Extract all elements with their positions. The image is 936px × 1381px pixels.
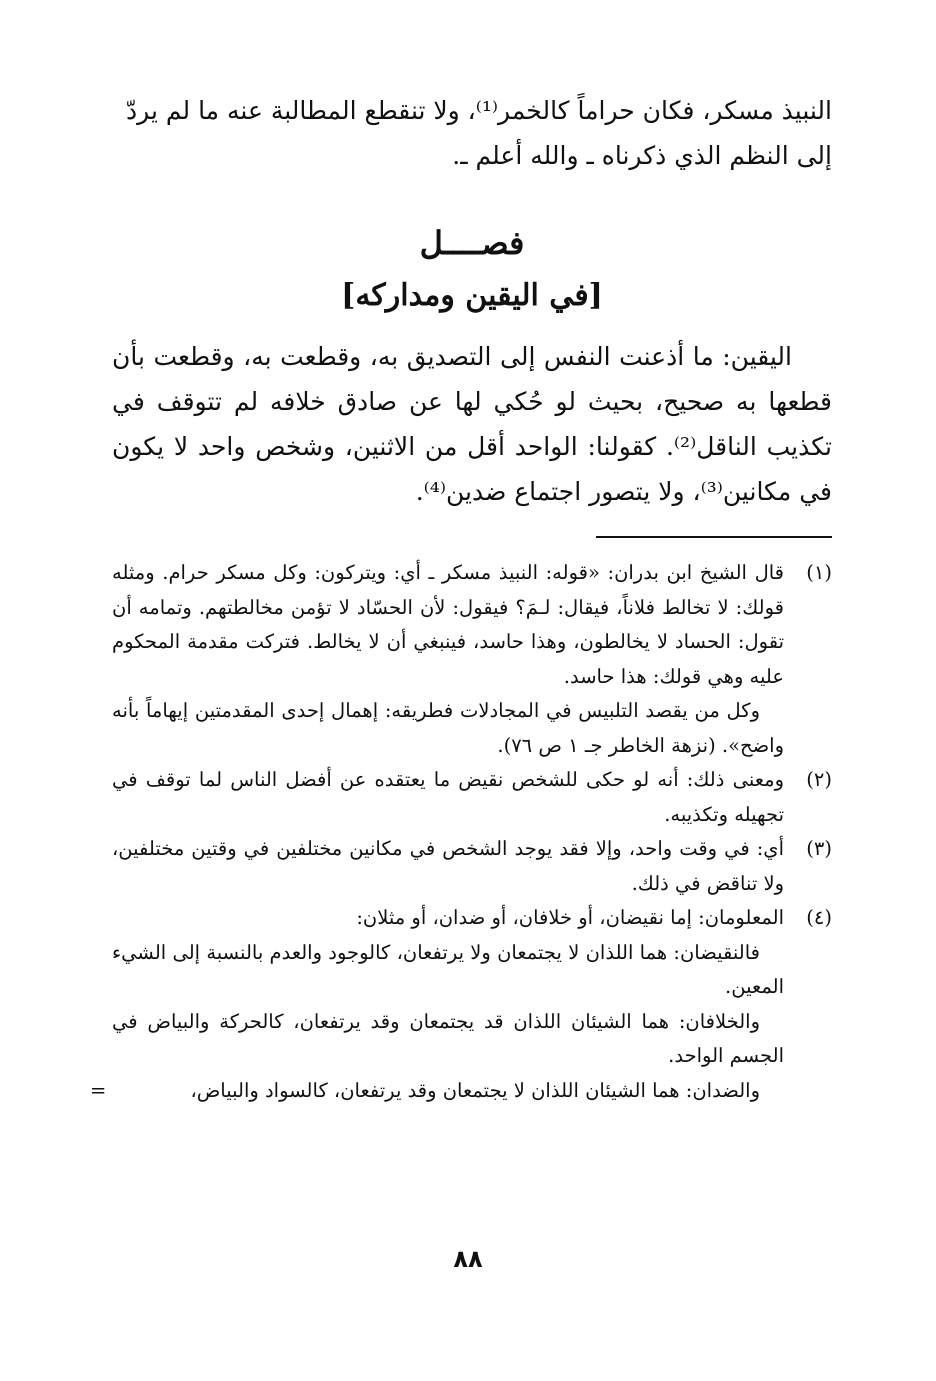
footnote-text: والخلافان: هما الشيئان اللذان قد يجتمعان وقد يرتفعان، كالحركة والبياض في الجسم الواحد. [112, 1009, 784, 1067]
footnote-3 [112, 832, 832, 901]
intro-line: إلى النظم الذي ذكرناه ـ والله أعلم ـ. [452, 141, 832, 170]
intro-line: النبيذ مسكر، فكان حراماً كالخمر⁽¹⁾، ولا تنقطع المطالبة عنه ما لم يردّ [126, 96, 832, 125]
footnote-number: (٤) [806, 906, 832, 929]
footnote-4 [90, 901, 832, 1108]
footnote-text: أي: في وقت واحد، وإلا فقد يوجد الشخص في مكانين مختلفين في وقتين مختلفين، ولا تناقض في ذلك. [112, 837, 784, 895]
main-paragraph: اليقين: ما أذعنت النفس إلى التصديق به، وقطعت به، وقطعت بأن قطعها به صحيح، بحيث لو حُكي لها عن صادق خلافه لم تتوقف في تكذيب الناقل⁽²⁾. كقولنا: الواحد أقل من الاثنين، وشخص واحد لا يكون في مكانين⁽³⁾، ولا يتصور اجتماع ضدين⁽⁴⁾. [112, 342, 832, 506]
footnote-text: وكل من يقصد التلبيس في المجادلات فطريقه: إهمال إحدى المقدمتين إيهاماً بأنه واضح». (نزهة الخاطر جـ ١ ص ٧٦). [112, 699, 784, 757]
footnote-number: (١) [806, 561, 832, 584]
footnote-text: المعلومان: إما نقيضان، أو خلافان، أو ضدان، أو مثلان: [356, 906, 784, 929]
footnote-number: (٢) [806, 768, 832, 791]
footnote-text: ومعنى ذلك: أنه لو حكى للشخص نقيض ما يعتقده عن أفضل الناس لما توقف في تجهيله وتكذيبه. [112, 768, 784, 826]
section-subtitle: [في اليقين ومداركه] [341, 278, 603, 313]
intro-paragraph [112, 88, 832, 178]
section-title: فصــــل [419, 224, 525, 262]
book-page [90, 88, 832, 1381]
page-number: ٨٨ [453, 1245, 483, 1273]
footnote-number: (٣) [806, 837, 832, 860]
footnote-text: قال الشيخ ابن بدران: «قوله: النبيذ مسكر ـ أي: ويتركون: وكل مسكر حرام. ومثله قولك: لا تخالط فلاناً، فيقال: لـمَ؟ فيقول: لأن الحسّاد لا تؤمن مخالطتهم. وتمامه أن تقول: الحساد لا يخالطون، وهذا حاسد، فينبغي أن لا يخالط. فتركت مقدمة المحكوم عليه وهي قولك: هذا حاسد. [112, 561, 784, 688]
section-heading [112, 218, 832, 324]
footnote-2 [112, 763, 832, 832]
footnote-text: فالنقيضان: هما اللذان لا يجتمعان ولا يرتفعان، كالوجود والعدم بالنسبة إلى الشيء المعين. [112, 940, 784, 998]
footnote-separator [596, 536, 832, 538]
footnote-text: والضدان: هما الشيئان اللذان لا يجتمعان وقد يرتفعان، كالسواد والبياض، [190, 1078, 760, 1102]
footnote-1 [112, 556, 832, 763]
footnotes [90, 556, 832, 1108]
continuation-mark: = [90, 1078, 107, 1102]
